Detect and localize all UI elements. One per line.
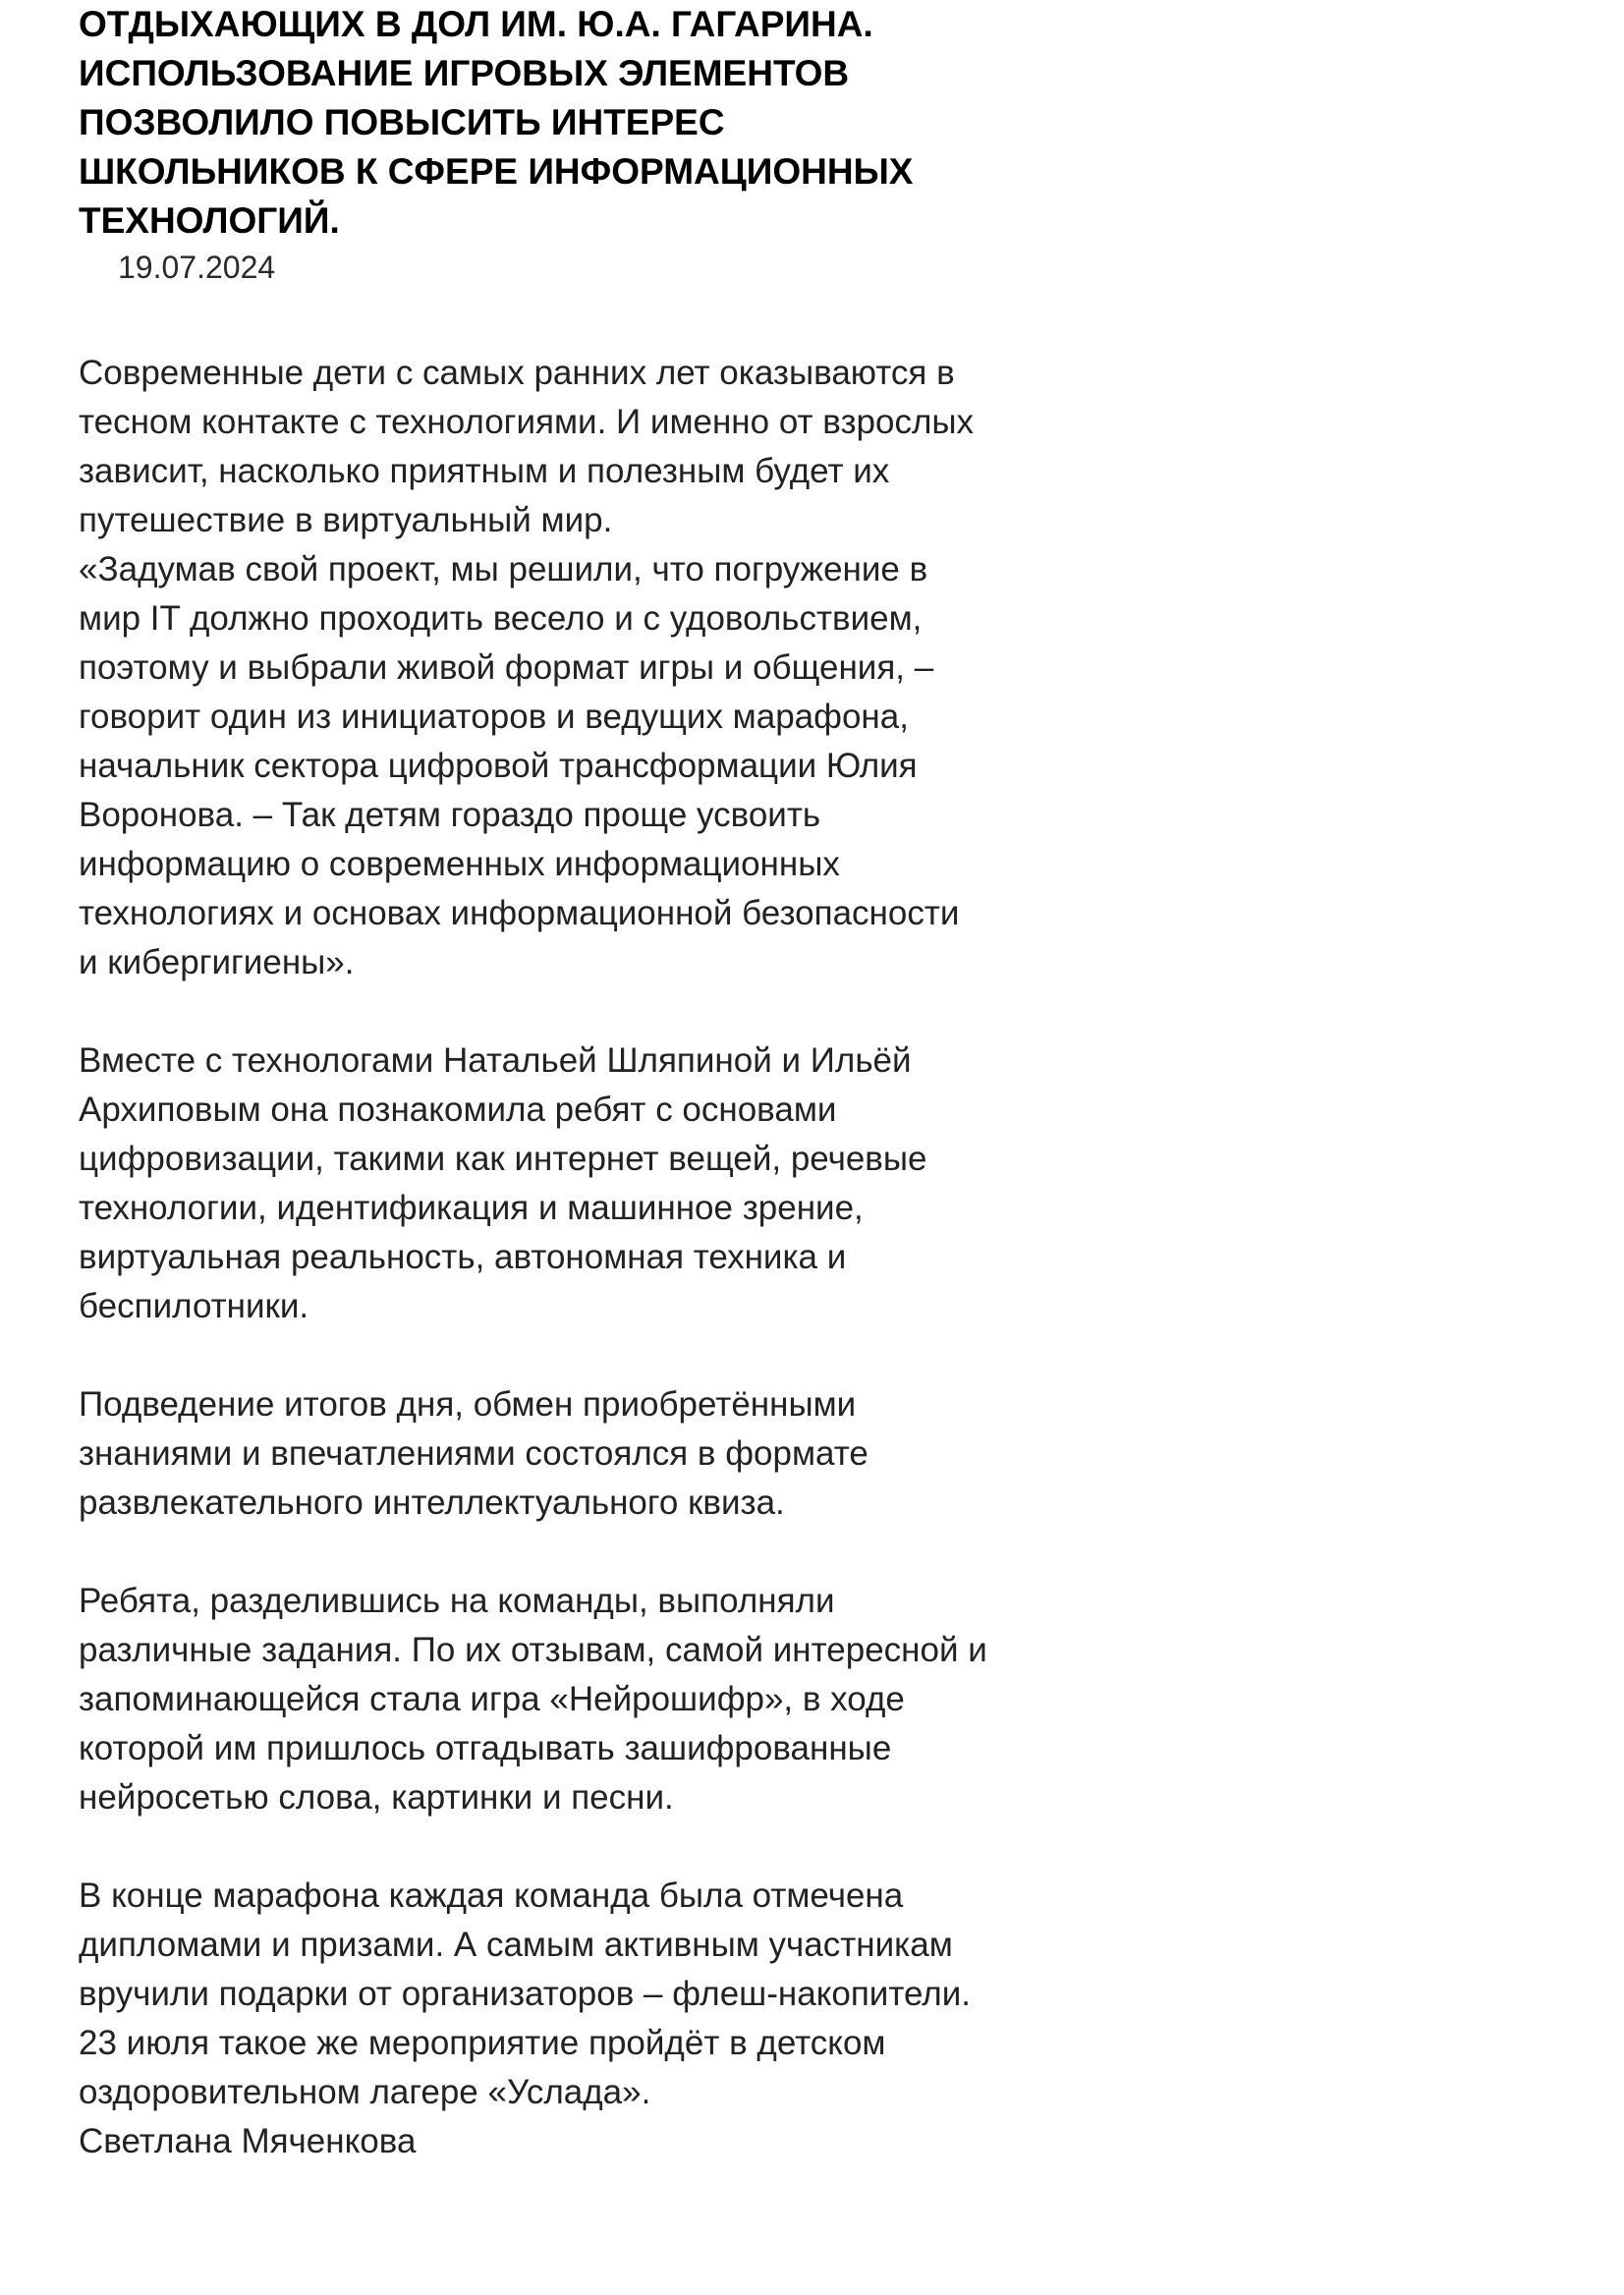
paragraph-teams bbox=[79, 1577, 1002, 1822]
text-line: беспилотники. bbox=[79, 1287, 309, 1325]
author-name: Светлана Мяченкова bbox=[79, 2122, 417, 2160]
text-line: цифровизации, такими как интернет вещей, речевые bbox=[79, 1140, 927, 1178]
text-line: дипломами и призами. А самым активным участникам bbox=[79, 1926, 953, 1964]
text-line: 23 июля такое же мероприятие пройдёт в детском bbox=[79, 2024, 886, 2062]
text-line: Ребята, разделившись на команды, выполняли bbox=[79, 1582, 835, 1620]
paragraph-quiz bbox=[79, 1380, 1002, 1528]
text-line: Подведение итогов дня, обмен приобретёнными bbox=[79, 1385, 857, 1424]
headline-line: ПОЗВОЛИЛО ПОВЫСИТЬ ИНТЕРЕС bbox=[79, 102, 725, 142]
publication-date: 19.07.2024 bbox=[118, 250, 276, 285]
headline-line: ТЕХНОЛОГИЙ. bbox=[79, 200, 340, 241]
headline-line: ИСПОЛЬЗОВАНИЕ ИГРОВЫХ ЭЛЕМЕНТОВ bbox=[79, 53, 850, 93]
text-line: Воронова. – Так детям гораздо проще усвоить bbox=[79, 796, 821, 834]
text-line: вручили подарки от организаторов – флеш-накопители. bbox=[79, 1975, 972, 2013]
text-line: зависит, насколько приятным и полезным будет их bbox=[79, 452, 890, 490]
paragraph-technologies bbox=[79, 1036, 1002, 1331]
text-line: виртуальная реальность, автономная техника и bbox=[79, 1238, 847, 1276]
text-line: нейросетью слова, картинки и песни. bbox=[79, 1778, 674, 1817]
text-line: «Задумав свой проект, мы решили, что погружение в bbox=[79, 550, 928, 588]
article bbox=[79, 0, 1002, 2166]
text-line: развлекательного интеллектуального квиза. bbox=[79, 1483, 785, 1522]
headline-line: ОТДЫХАЮЩИХ В ДОЛ ИМ. Ю.А. ГАГАРИНА. bbox=[79, 4, 873, 44]
headline-line: ШКОЛЬНИКОВ К СФЕРЕ ИНФОРМАЦИОННЫХ bbox=[79, 151, 914, 192]
text-line: мир IT должно проходить весело и с удовольствием, bbox=[79, 599, 923, 638]
text-line: запоминающейся стала игра «Нейрошифр», в ходе bbox=[79, 1680, 905, 1718]
text-line: различные задания. По их отзывам, самой интересной и bbox=[79, 1631, 987, 1669]
text-line: которой им пришлось отгадывать зашифрованные bbox=[79, 1729, 892, 1767]
text-line: тесном контакте с технологиями. И именно от взрослых bbox=[79, 403, 975, 441]
text-line: Современные дети с самых ранних лет оказываются в bbox=[79, 354, 955, 392]
text-line: оздоровительном лагере «Услада». bbox=[79, 2073, 651, 2111]
article-body bbox=[79, 349, 1002, 2166]
text-line: путешествие в виртуальный мир. bbox=[79, 501, 613, 539]
text-line: информацию о современных информационных bbox=[79, 845, 840, 883]
text-line: говорит один из инициаторов и ведущих марафона, bbox=[79, 698, 909, 736]
text-line: поэтому и выбрали живой формат игры и общения, – bbox=[79, 648, 934, 687]
headline bbox=[79, 0, 1002, 246]
text-line: и кибергигиены». bbox=[79, 943, 355, 981]
text-line: технологиях и основах информационной безопасности bbox=[79, 894, 960, 932]
text-line: технологии, идентификация и машинное зрение, bbox=[79, 1189, 864, 1227]
paragraph-intro bbox=[79, 349, 1002, 545]
text-line: знаниями и впечатлениями состоялся в формате bbox=[79, 1434, 868, 1473]
text-line: В конце марафона каждая команда была отмечена bbox=[79, 1876, 904, 1915]
text-line: Вместе с технологами Натальей Шляпиной и Ильёй bbox=[79, 1041, 912, 1080]
paragraph-awards bbox=[79, 1872, 1002, 2117]
text-line: начальник сектора цифровой трансформации Юлия bbox=[79, 747, 918, 785]
paragraph-quote bbox=[79, 545, 1002, 987]
text-line: Архиповым она познакомила ребят с основами bbox=[79, 1091, 837, 1129]
